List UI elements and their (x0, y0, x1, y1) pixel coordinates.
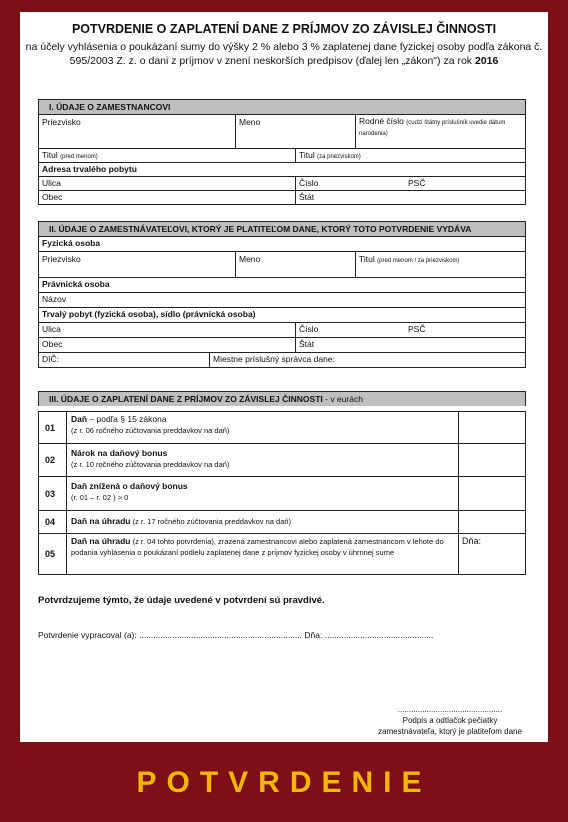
employee-street-row (39, 177, 525, 191)
employee-country-field[interactable]: Štát (295, 191, 525, 204)
tax-row-value-field[interactable] (459, 511, 525, 533)
employer-city-row (39, 338, 525, 353)
subtitle-line2: 595/2003 Z. z. o dani z príjmov v znení neskorších predpisov (ďalej len „zákon") za rok (69, 55, 475, 67)
tax-row-04 (39, 511, 525, 534)
tax-table (38, 411, 526, 575)
tax-row-02 (39, 444, 525, 477)
tax-row-description: Daň znížená o daňový bonus (r. 01 – r. 02 ) > 0 (67, 477, 459, 510)
employer-title-field[interactable]: Titul (pred menom / za priezviskom) (355, 252, 525, 277)
employee-name-row (39, 115, 525, 149)
signature-block (365, 704, 535, 737)
employer-seat-label-row (39, 308, 525, 323)
tax-row-number: 01 (39, 412, 67, 443)
tax-row-description: Nárok na daňový bonus (z r. 10 ročného zúčtovania preddavkov na daň) (67, 444, 459, 476)
document-title: POTVRDENIE O ZAPLATENÍ DANE Z PRÍJMOV ZO ZÁVISLEJ ČINNOSTI (71, 22, 497, 36)
employee-surname-field[interactable]: Priezvisko (42, 117, 81, 127)
employee-city-row (39, 191, 525, 204)
tax-year: 2016 (474, 55, 499, 67)
subtitle-line1: na účely vyhlásenia o poukázaní sumy do výšky 2 % alebo 3 % zaplatenej dane fyzickej osoby podľa zákona č. (25, 41, 543, 53)
employer-company-name-row (39, 293, 525, 308)
section-employer-title: II. ÚDAJE O ZAMESTNÁVATEĽOVI, KTORÝ JE PLATITEĽOM DANE, KTORÝ TOTO POTVRDENIE VYDÁVA (39, 222, 525, 237)
tax-row-01 (39, 412, 525, 444)
employee-house-number-field[interactable]: Číslo (295, 177, 405, 190)
employee-street-field[interactable]: Ulica (42, 178, 61, 188)
confirmation-statement: Potvrdzujeme týmto, že údaje uvedené v potvrdení sú pravdivé. (38, 595, 325, 606)
employer-house-number-field[interactable]: Číslo (295, 323, 405, 337)
tax-payment-date-field[interactable]: Dňa: (462, 536, 482, 546)
employer-firstname-field[interactable]: Meno (235, 252, 355, 277)
employer-street-field[interactable]: Ulica (42, 324, 61, 334)
footer-banner: POTVRDENIE (136, 766, 432, 799)
employee-firstname-field[interactable]: Meno (235, 115, 355, 148)
legal-person-label: Právnická osoba (42, 279, 110, 289)
tax-row-number: 02 (39, 444, 67, 476)
natural-person-label: Fyzická osoba (42, 238, 101, 248)
tax-row-value-field[interactable] (459, 477, 525, 510)
employee-title-before-field[interactable]: Titul (pred menom) (42, 150, 98, 160)
tax-row-description: Daň na úhradu (z r. 17 ročného zúčtovania preddavkov na daň) (67, 511, 459, 533)
employer-street-row (39, 323, 525, 338)
prepared-by-line[interactable]: Potvrdenie vypracoval (a): ..................................................................... Dňa: .............................................. (38, 630, 434, 640)
employer-postcode-field[interactable]: PSČ (408, 324, 426, 334)
section-tax (38, 391, 526, 406)
tax-row-number: 03 (39, 477, 67, 510)
section-employer (38, 221, 526, 368)
employee-title-after-field[interactable]: Titul (za priezviskom) (295, 149, 525, 162)
document-page (20, 12, 548, 742)
employee-city-field[interactable]: Obec (42, 192, 63, 202)
section-tax-title: III. ÚDAJE O ZAPLATENÍ DANE Z PRÍJMOV ZO ZÁVISLEJ ČINNOSTI - v eurách (39, 392, 525, 406)
tax-row-05 (39, 534, 525, 574)
employee-title-row (39, 149, 525, 163)
employee-birth-number-field[interactable]: Rodné číslo (cudzí štátny príslušník uvedie dátum narodenia) (355, 115, 525, 148)
employer-tax-row (39, 353, 525, 367)
tax-administrator-field[interactable]: Miestne príslušný správca dane: (209, 353, 525, 367)
tax-row-value-field[interactable] (459, 444, 525, 476)
employer-dic-field[interactable]: DIČ: (42, 354, 59, 364)
employer-natural-person-row (39, 237, 525, 252)
tax-row-number: 04 (39, 511, 67, 533)
signature-label-1: Podpis a odtlačok pečiatky (402, 716, 498, 725)
tax-row-value-field[interactable] (459, 412, 525, 443)
employer-name-row (39, 252, 525, 278)
document-subtitle (20, 40, 548, 68)
employer-company-name-field[interactable]: Názov (42, 294, 67, 304)
employee-address-label: Adresa trvalého pobytu (42, 164, 137, 174)
tax-row-description: Daň na úhradu (z r. 04 tohto potvrdenia), zrazená zamestnancovi alebo zaplatená zamestnancom v lehote do podania vyhlásenia o poukázaní podielu zaplatenej dane z príjmov fyzickej osoby v úhrnnej sume (67, 534, 459, 574)
tax-row-03 (39, 477, 525, 511)
employer-seat-label: Trvalý pobyt (fyzická osoba), sídlo (právnická osoba) (42, 309, 256, 319)
signature-dots[interactable]: ............................................... (397, 705, 503, 714)
employer-city-field[interactable]: Obec (42, 339, 63, 349)
tax-row-description: Daň – podľa § 15 zákona (z r. 06 ročného zúčtovania preddavkov na daň) (67, 412, 459, 443)
employer-surname-field[interactable]: Priezvisko (42, 254, 81, 264)
signature-label-2: zamestnávateľa, ktorý je platiteľom dane (378, 727, 522, 736)
employee-address-label-row (39, 163, 525, 177)
employer-country-field[interactable]: Štát (295, 338, 525, 352)
employee-postcode-field[interactable]: PSČ (408, 178, 426, 188)
section-employee-title: I. ÚDAJE O ZAMESTNANCOVI (39, 100, 525, 115)
employer-legal-person-row (39, 278, 525, 293)
section-employee (38, 99, 526, 205)
tax-row-number: 05 (39, 534, 67, 574)
